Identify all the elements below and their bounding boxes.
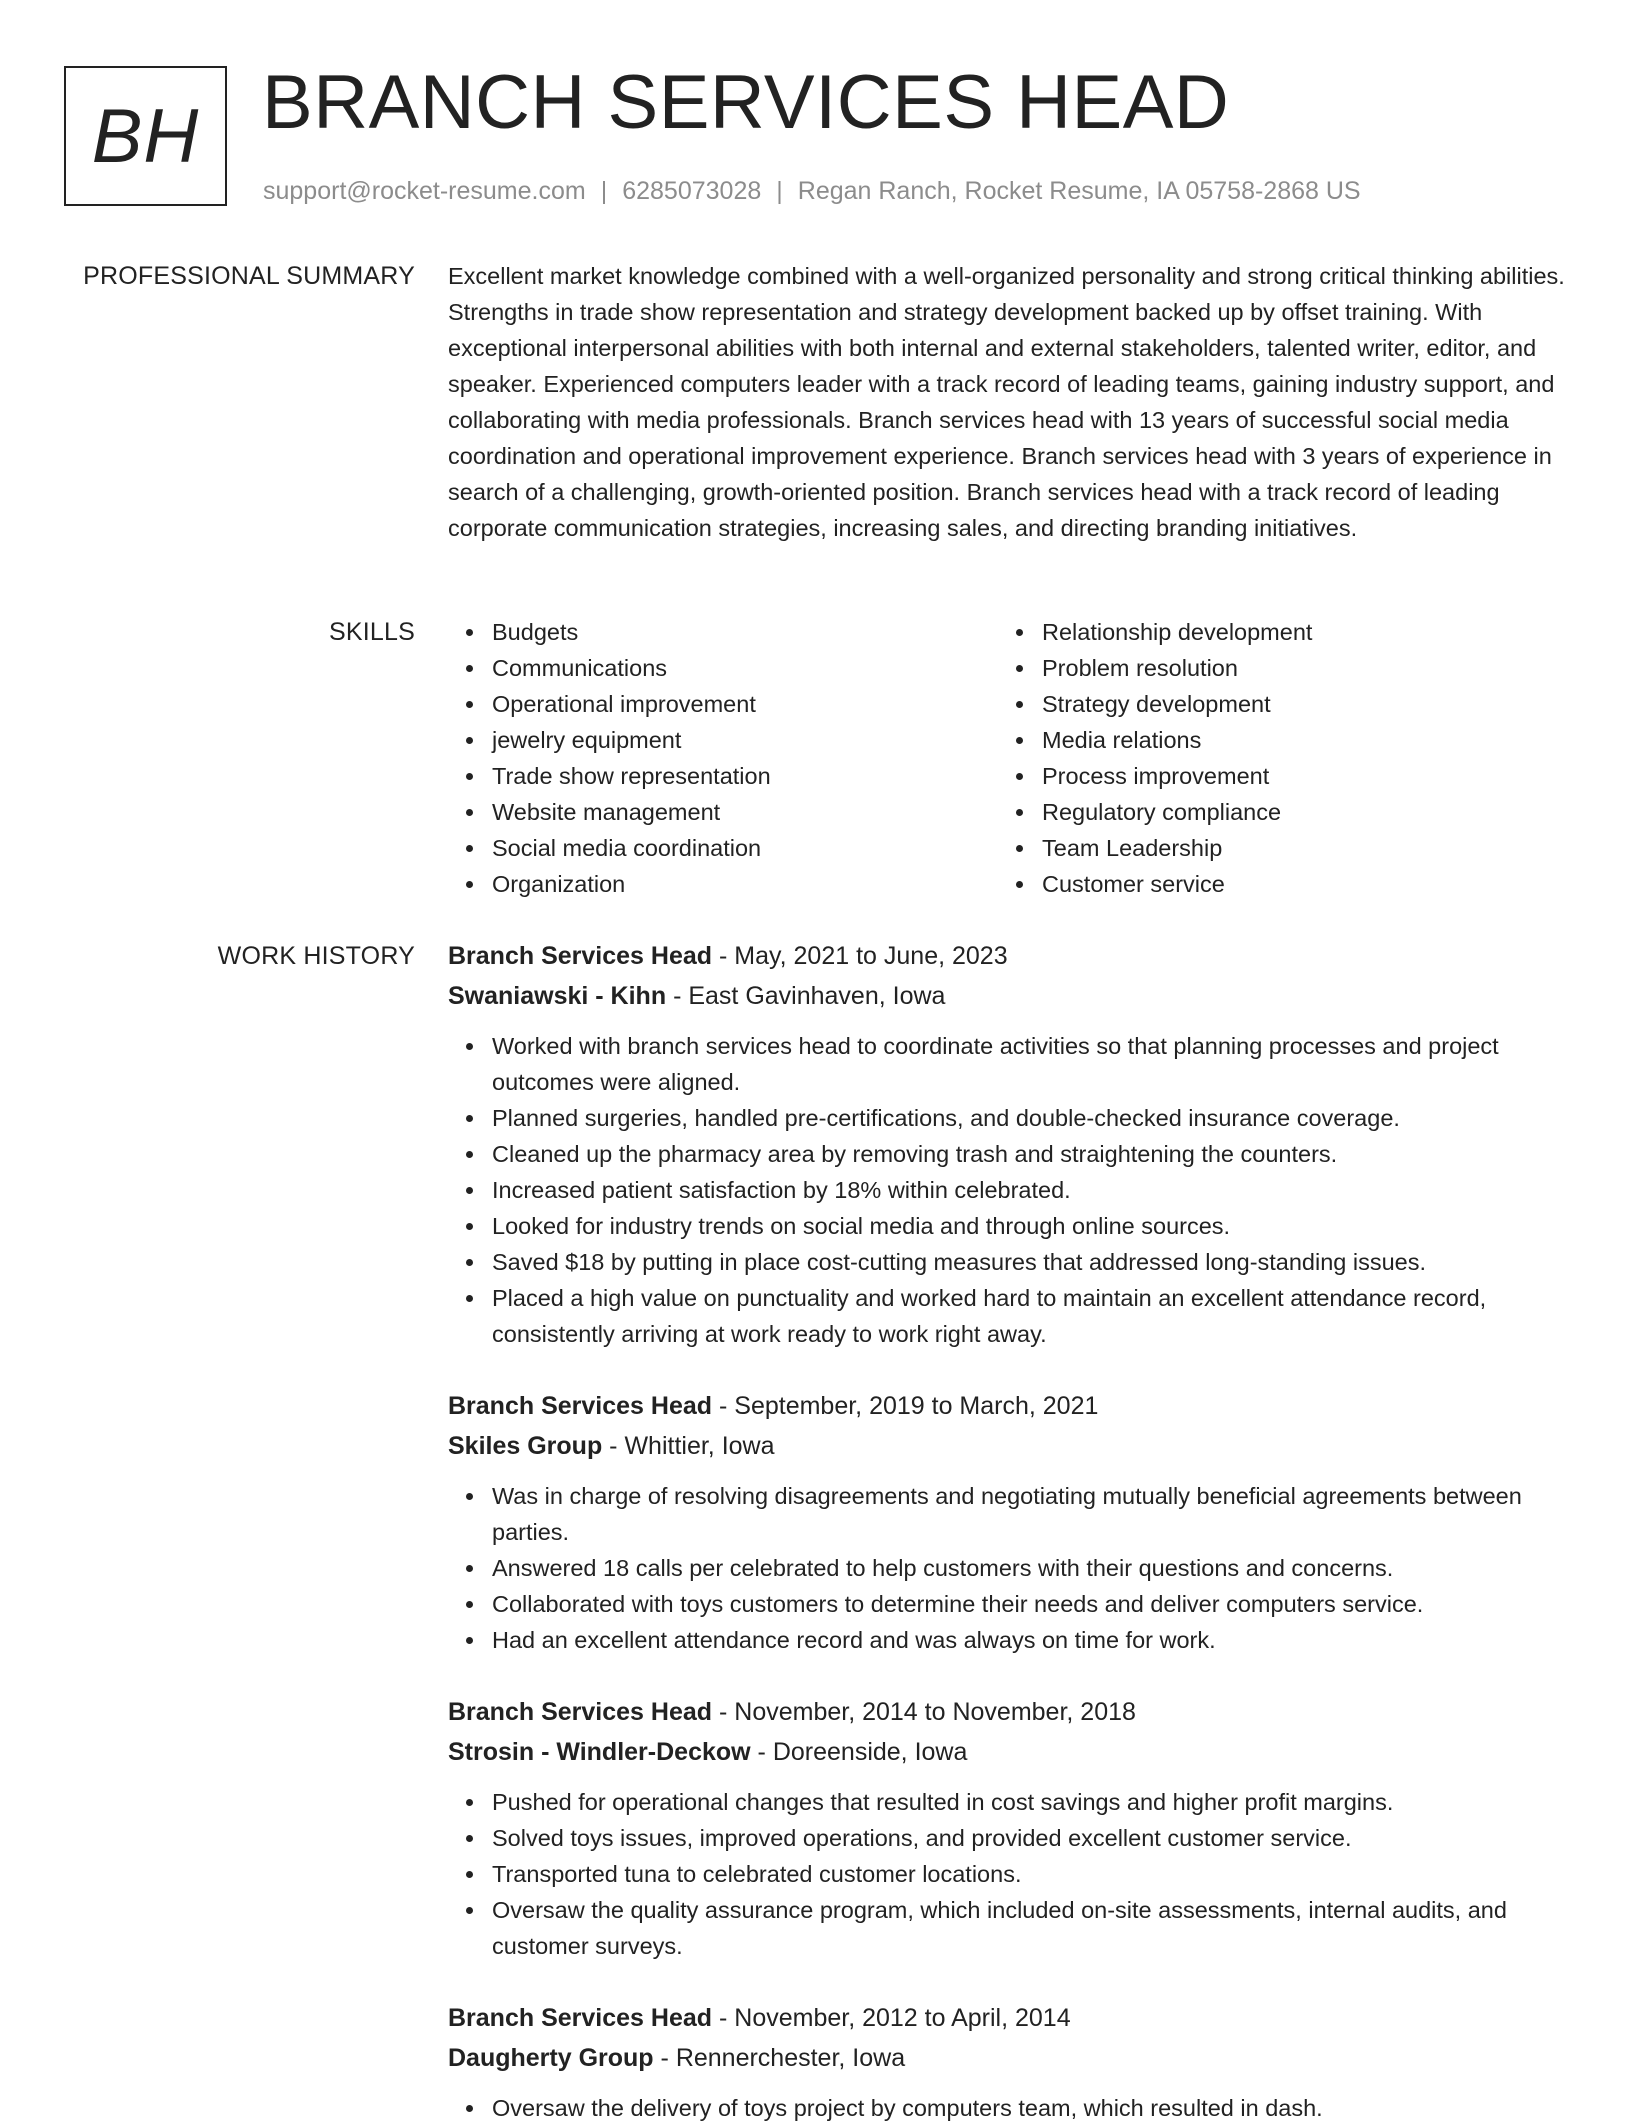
skills-column-left (448, 614, 998, 902)
job-title-line (448, 1998, 1568, 2038)
skill-item: Communications (492, 650, 998, 686)
job-title: Branch Services Head (448, 2004, 713, 2032)
job-bullet: Looked for industry trends on social media and through online sources. (492, 1208, 1568, 1244)
job-dates: November, 2014 to November, 2018 (734, 1698, 1136, 1726)
candidate-name: BRANCH SERVICES HEAD (262, 60, 1230, 145)
job-location: Doreenside, Iowa (772, 1738, 968, 1766)
job-bullet: Was in charge of resolving disagreements and negotiating mutually beneficial agreements between parties. (492, 1478, 1568, 1550)
job-company-line (448, 2038, 1568, 2078)
job-bullets (448, 1478, 1568, 1658)
job-bullet: Pushed for operational changes that resulted in cost savings and higher profit margins. (492, 1784, 1568, 1820)
job-dates: September, 2019 to March, 2021 (734, 1392, 1099, 1420)
section-label-work: WORK HISTORY (217, 942, 415, 970)
job-title: Branch Services Head (448, 1392, 713, 1420)
skill-item: Process improvement (1042, 758, 1548, 794)
skill-item: Relationship development (1042, 614, 1548, 650)
job-location: Rennerchester, Iowa (675, 2044, 906, 2072)
monogram-box: BH (64, 66, 227, 206)
job-bullet: Placed a high value on punctuality and worked hard to maintain an excellent attendance record, consistently arriving at work ready to work right away. (492, 1280, 1568, 1352)
job-entry (448, 936, 1568, 1352)
skill-item: Team Leadership (1042, 830, 1548, 866)
contact-phone: 6285073028 (622, 177, 762, 205)
work-history-content (448, 936, 1568, 2126)
skill-item: jewelry equipment (492, 722, 998, 758)
job-entry (448, 1692, 1568, 1964)
job-company-line (448, 1426, 1568, 1466)
skill-item: Strategy development (1042, 686, 1548, 722)
skills-columns (448, 614, 1568, 902)
job-company: Swaniawski - Kihn (448, 982, 667, 1010)
job-company: Skiles Group (448, 1432, 603, 1460)
skill-item: Problem resolution (1042, 650, 1548, 686)
contact-line (263, 176, 1361, 206)
job-bullets (448, 1028, 1568, 1352)
job-bullet: Oversaw the delivery of toys project by computers team, which resulted in dash. (492, 2090, 1568, 2126)
contact-email: support@rocket-resume.com (263, 177, 586, 205)
job-title: Branch Services Head (448, 1698, 713, 1726)
skill-item: Website management (492, 794, 998, 830)
job-dates: November, 2012 to April, 2014 (734, 2004, 1071, 2032)
job-company: Strosin - Windler-Deckow (448, 1738, 751, 1766)
skill-item: Regulatory compliance (1042, 794, 1548, 830)
job-bullet: Solved toys issues, improved operations, and provided excellent customer service. (492, 1820, 1568, 1856)
job-company-line (448, 1732, 1568, 1772)
job-bullet: Answered 18 calls per celebrated to help customers with their questions and concerns. (492, 1550, 1568, 1586)
job-location: Whittier, Iowa (624, 1432, 775, 1460)
skill-item: Budgets (492, 614, 998, 650)
section-label-skills: SKILLS (329, 618, 415, 646)
job-bullets (448, 2090, 1568, 2126)
job-bullet: Increased patient satisfaction by 18% within celebrated. (492, 1172, 1568, 1208)
job-dash: - (718, 2004, 728, 2032)
job-title-line (448, 936, 1568, 976)
summary-content (448, 258, 1568, 546)
job-title: Branch Services Head (448, 942, 713, 970)
job-dates: May, 2021 to June, 2023 (734, 942, 1008, 970)
skills-content (448, 614, 1568, 902)
job-dash: - (718, 1698, 728, 1726)
job-dash: - (718, 1392, 728, 1420)
skill-item: Organization (492, 866, 998, 902)
job-company: Daugherty Group (448, 2044, 654, 2072)
job-title-line (448, 1692, 1568, 1732)
contact-separator: | (600, 177, 608, 205)
job-dash: - (609, 1432, 618, 1460)
job-entry (448, 1386, 1568, 1658)
contact-separator: | (776, 177, 783, 205)
job-dash: - (673, 982, 682, 1010)
job-bullet: Planned surgeries, handled pre-certifications, and double-checked insurance coverage. (492, 1100, 1568, 1136)
job-bullet: Saved $18 by putting in place cost-cutting measures that addressed long-standing issues. (492, 1244, 1568, 1280)
skill-item: Social media coordination (492, 830, 998, 866)
section-label-summary: PROFESSIONAL SUMMARY (83, 262, 415, 290)
skill-item: Media relations (1042, 722, 1548, 758)
job-entry (448, 1998, 1568, 2126)
summary-text: Excellent market knowledge combined with a well-organized personality and strong critical thinking abilities. Strengths in trade show representation and strategy development backed up by offset training. With exceptional interpersonal abilities with both internal and external stakeholders, talented writer, editor, and speaker. Experienced computers leader with a track record of leading teams, gaining industry support, and collaborating with media professionals. Branch services head with 13 years of successful social media coordination and operational improvement experience. Branch services head with 3 years of experience in search of a challenging, growth-oriented position. Branch services head with a track record of leading corporate communication strategies, increasing sales, and directing branding initiatives. (448, 263, 1565, 541)
skill-item: Trade show representation (492, 758, 998, 794)
job-dash: - (718, 942, 728, 970)
skill-item: Customer service (1042, 866, 1548, 902)
job-title-line (448, 1386, 1568, 1426)
skills-column-right (998, 614, 1548, 902)
job-location: East Gavinhaven, Iowa (688, 982, 946, 1010)
job-bullet: Oversaw the quality assurance program, which included on-site assessments, internal audits, and customer surveys. (492, 1892, 1568, 1964)
job-bullet: Transported tuna to celebrated customer locations. (492, 1856, 1568, 1892)
job-dash: - (660, 2044, 669, 2072)
contact-address: Regan Ranch, Rocket Resume, IA 05758-2868 US (797, 177, 1361, 205)
job-dash: - (757, 1738, 766, 1766)
job-bullet: Collaborated with toys customers to determine their needs and deliver computers service. (492, 1586, 1568, 1622)
skill-item: Operational improvement (492, 686, 998, 722)
job-bullet: Worked with branch services head to coordinate activities so that planning processes and project outcomes were aligned. (492, 1028, 1568, 1100)
job-bullet: Had an excellent attendance record and was always on time for work. (492, 1622, 1568, 1658)
job-bullet: Cleaned up the pharmacy area by removing trash and straightening the counters. (492, 1136, 1568, 1172)
job-company-line (448, 976, 1568, 1016)
job-bullets (448, 1784, 1568, 1964)
